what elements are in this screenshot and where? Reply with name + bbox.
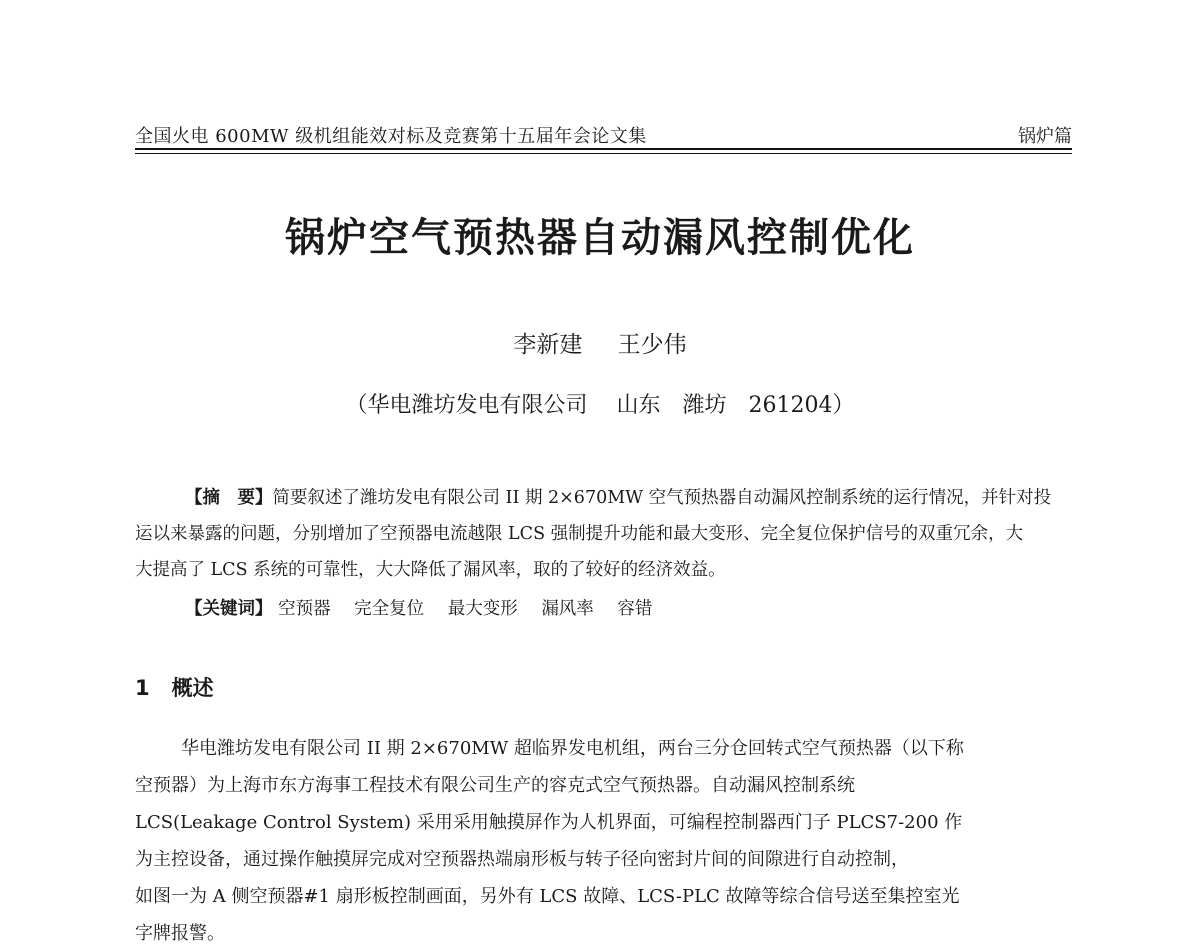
running-header	[135, 118, 1072, 146]
author-name: 王少伟	[617, 332, 687, 358]
keywords	[185, 595, 670, 620]
keyword: 漏风率	[541, 599, 594, 619]
abstract-label: 【摘 要】	[185, 488, 273, 508]
header-rule-thin	[135, 153, 1072, 154]
section-name: 锅炉篇	[1018, 126, 1072, 147]
keyword: 最大变形	[447, 599, 518, 619]
author-name: 李新建	[513, 332, 583, 358]
keyword: 空预器	[278, 599, 331, 619]
abstract-text: 简要叙述了潍坊发电有限公司 II 期 2×670MW 空气预热器自动漏风控制系统的运行情况，并针对投	[272, 488, 1052, 508]
body-line: 字牌报警。	[135, 923, 225, 944]
keywords-label: 【关键词】	[185, 599, 273, 619]
keyword: 容错	[617, 599, 653, 619]
body-paragraph	[135, 730, 1075, 952]
affiliation: （华电潍坊发电有限公司 山东 潍坊 261204）	[345, 393, 855, 418]
abstract-line: 运以来暴露的问题，分别增加了空预器电流越限 LCS 强制提升功能和最大变形、完全复位保护信号的双重冗余，大	[135, 524, 1024, 544]
section-title: 概述	[171, 676, 214, 700]
author-list	[0, 326, 1200, 359]
section-heading	[135, 672, 214, 702]
body-line: 如图一为 A 侧空预器#1 扇形板控制画面，另外有 LCS 故障、LCS-PLC 故障等综合信号送至集控室光	[135, 886, 960, 907]
body-line: 空预器）为上海市东方海事工程技术有限公司生产的容克式空气预热器。自动漏风控制系统	[135, 775, 855, 796]
header-rule-thick	[135, 148, 1072, 150]
body-line: LCS(Leakage Control System) 采用采用触摸屏作为人机界面，可编程控制器西门子 PLCS7-200 作	[135, 812, 963, 833]
abstract-line: 大提高了 LCS 系统的可靠性，大大降低了漏风率，取的了较好的经济效益。	[135, 560, 726, 580]
abstract-line	[135, 480, 1075, 516]
paper-title: 锅炉空气预热器自动漏风控制优化	[285, 215, 915, 261]
body-line: 华电潍坊发电有限公司 II 期 2×670MW 超临界发电机组，两台三分仓回转式空气预热器（以下称	[181, 738, 964, 759]
section-number: 1	[135, 676, 150, 700]
abstract	[135, 480, 1075, 588]
journal-name: 全国火电 600MW 级机组能效对标及竞赛第十五届年会论文集	[135, 126, 647, 147]
keyword: 完全复位	[354, 599, 425, 619]
body-line: 为主控设备，通过操作触摸屏完成对空预器热端扇形板与转子径向密封片间的间隙进行自动控制，	[135, 849, 909, 870]
